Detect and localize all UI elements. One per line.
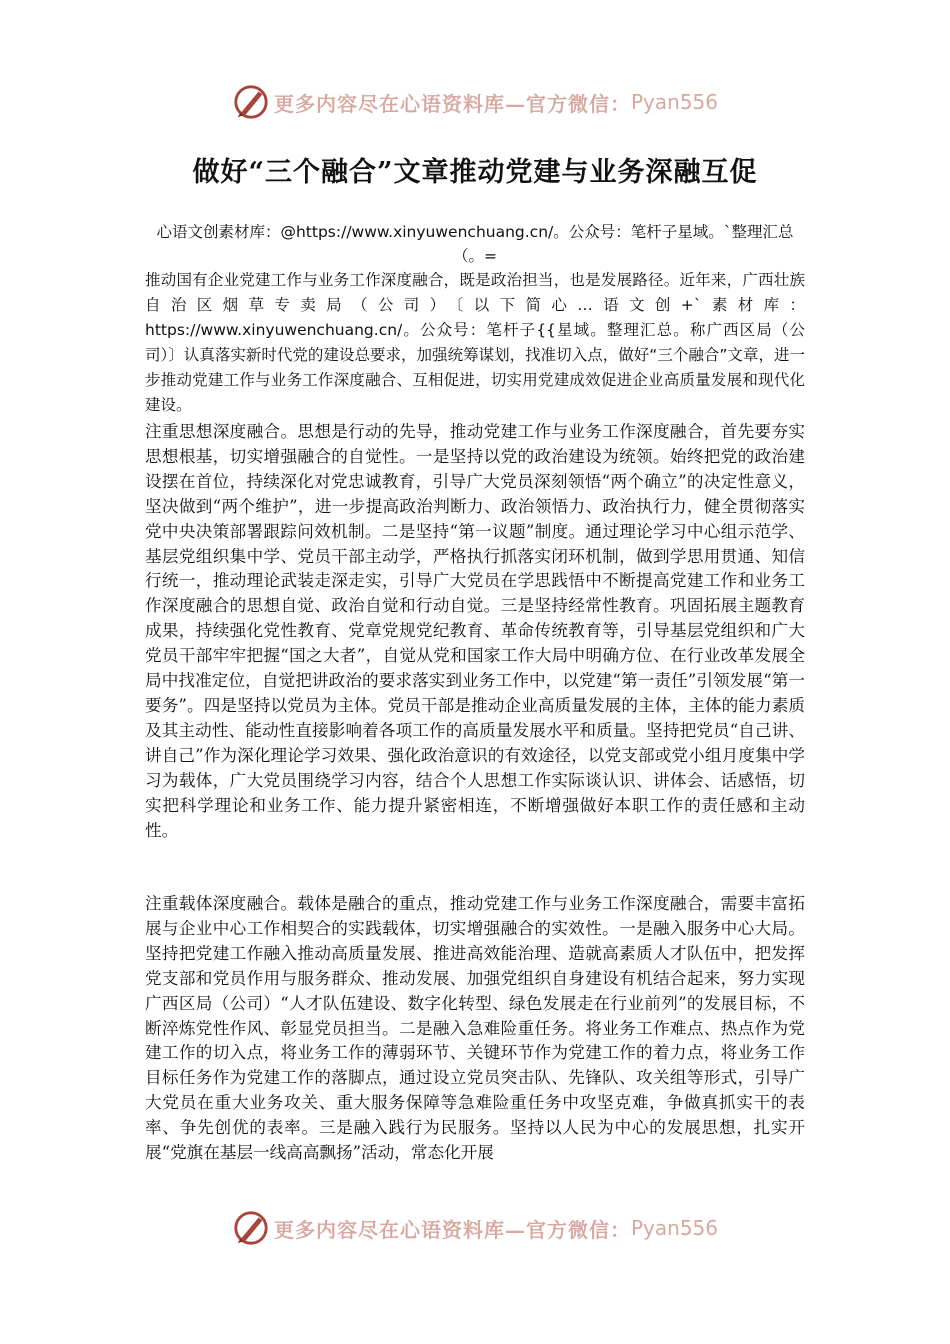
footer-banner <box>0 1208 950 1248</box>
document-title: 做好“三个融合”文章推动党建与业务深融互促 <box>192 157 758 188</box>
body-paragraph-1: 注重思想深度融合。思想是行动的先导，推动党建工作与业务工作深度融合，首先要夯实思想根基，切实增强融合的自觉性。一是坚持以党的政治建设为统领。始终把党的政治建设摆在首位，持续深化对党忠诚教育，引导广大党员深刻领悟“两个确立”的决定性意义，坚决做到“两个维护”，进一步提高政治判断力、政治领悟力、政治执行力，健全贯彻落实党中央决策部署跟踪问效机制。二是坚持“第一议题”制度。通过理论学习中心组示范学、基层党组织集中学、党员干部主动学，严格执行抓落实闭环机制，做到学思用贯通、知信行统一，推动理论武装走深走实，引导广大党员在学思践悟中不断提高党建工作和业务工作深度融合的思想自觉、政治自觉和行动自觉。三是坚持经常性教育。巩固拓展主题教育成果，持续强化党性教育、党章党规党纪教育、革命传统教育等，引导基层党组织和广大党员干部牢牢把握“国之大者”，自觉从党和国家工作大局中明确方位、在行业改革发展全局中找准定位，自觉把讲政治的要求落实到业务工作中，以党建“第一责任”引领发展“第一要务”。四是坚持以党员为主体。党员干部是推动企业高质量发展的主体，主体的能力素质及其主动性、能动性直接影响着各项工作的高质量发展水平和质量。坚持把党员“自己讲、讲自己”作为深化理论学习效果、强化政治意识的有效途径，以党支部或党小组月度集中学习为载体，广大党员围绕学习内容，结合个人思想工作实际谈认识、讲体会、话感悟，切实把科学理论和业务工作、能力提升紧密相连，不断增强做好本职工作的责任感和主动性。 <box>145 422 805 840</box>
intro-paragraph: 推动国有企业党建工作与业务工作深度融合，既是政治担当，也是发展路径。近年来，广西壮族自治区烟草专卖局（公司）〔以下简心…语文创+`素材库：https://www.xinyuwenchuang.cn/。公众号：笔杆子{{星域。整理汇总。称广西区局（公司）〕认真落实新时代党的建设总要求，加强统筹谋划，找准切入点，做好“三个融合”文章，进一步推动党建工作与业务工作深度融合、互相促进，切实用党建成效促进企业高质量发展和现代化建设。 <box>145 271 805 414</box>
pen-logo-icon <box>232 83 270 121</box>
header-banner <box>0 82 950 122</box>
banner-wechat-id: Pyan556 <box>630 1216 718 1240</box>
body-paragraph-2: 注重载体深度融合。载体是融合的重点，推动党建工作与业务工作深度融合，需要丰富拓展与企业中心工作相契合的实践载体，切实增强融合的实效性。一是融入服务中心大局。坚持把党建工作融入推动高质量发展、推进高效能治理、造就高素质人才队伍中，把发挥党支部和党员作用与服务群众、推动发展、加强党组织自身建设有机结合起来，努力实现广西区局（公司）“人才队伍建设、数字化转型、绿色发展走在行业前列”的发展目标，不断淬炼党性作风、彰显党员担当。二是融入急难险重任务。将业务工作难点、热点作为党建工作的切入点，将业务工作的薄弱环节、关键环节作为党建工作的着力点，将业务工作目标任务作为党建工作的落脚点，通过设立党员突击队、先锋队、攻关组等形式，引导广大党员在重大业务攻关、重大服务保障等急难险重任务中攻坚克难，争做真抓实干的表率、争先创优的表率。三是融入践行为民服务。坚持以人民为中心的发展思想，扎实开展“党旗在基层一线高高飘扬”活动，常态化开展 <box>145 894 805 1163</box>
source-note: 心语文创素材库：@https://www.xinyuwenchuang.cn/。公众号：笔杆子星域。`整理汇总（。= <box>156 223 794 265</box>
banner-slogan: 更多内容尽在心语资料库—官方微信： <box>273 91 631 116</box>
banner-slogan: 更多内容尽在心语资料库—官方微信： <box>273 1217 631 1242</box>
pen-logo-icon <box>232 1209 270 1247</box>
banner-wechat-id: Pyan556 <box>630 90 718 114</box>
